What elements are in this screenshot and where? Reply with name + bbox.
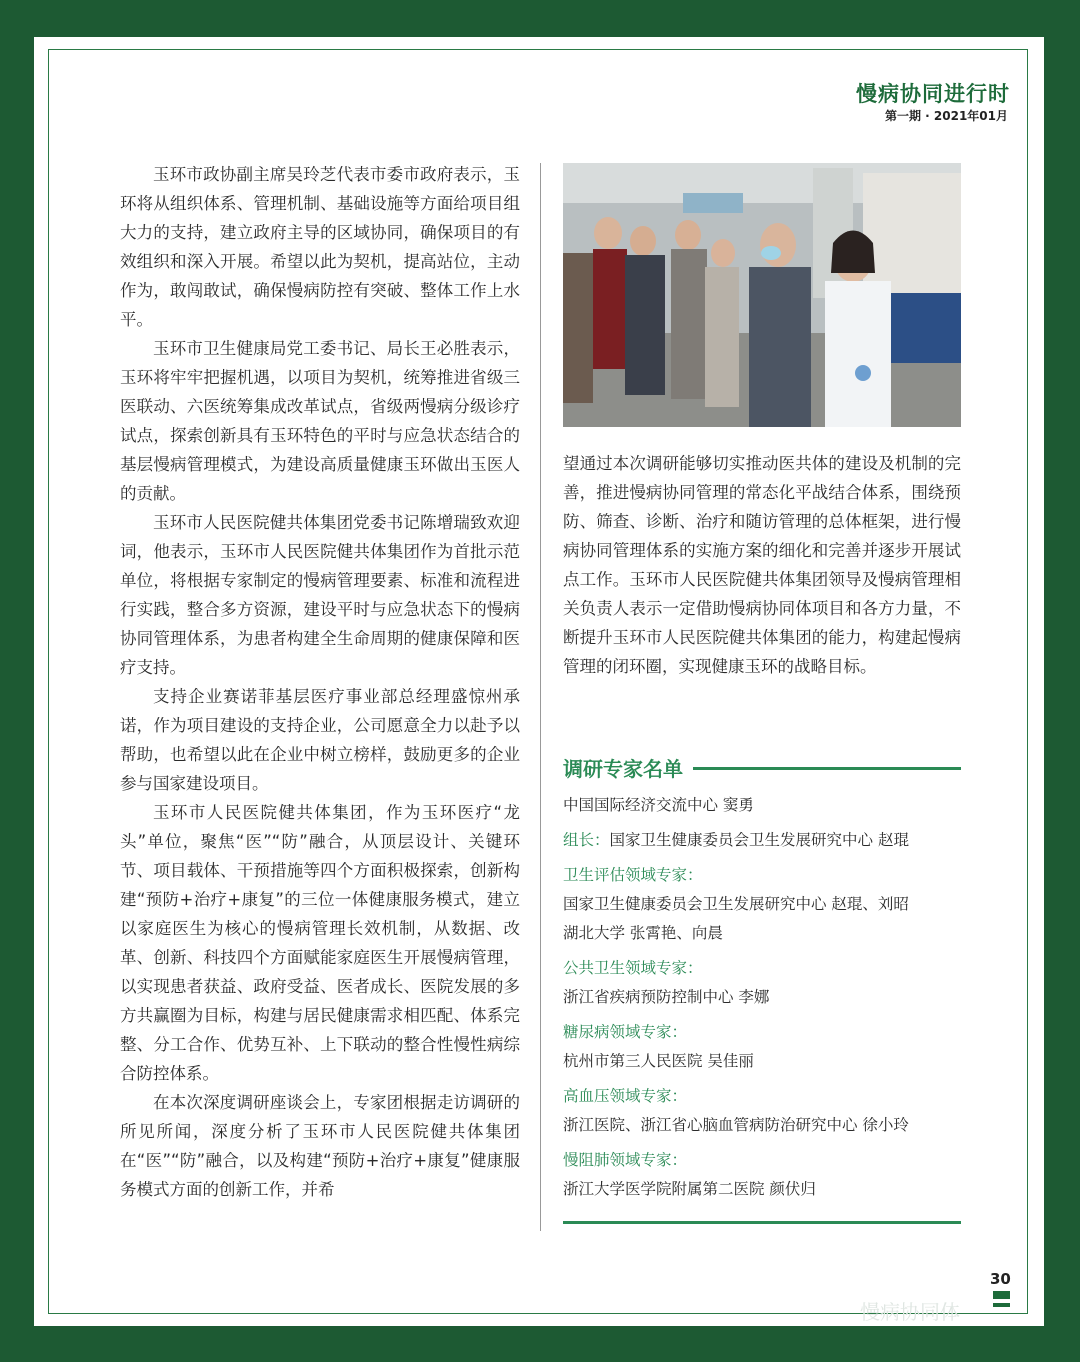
photo-illustration <box>563 163 961 427</box>
wechat-watermark: 慢病协同体 <box>860 1300 960 1324</box>
page-number-mark <box>993 1303 1010 1307</box>
page-number: 30 <box>990 1270 1011 1288</box>
paragraph: 在本次深度调研座谈会上，专家团根据走访调研的所见所闻，深度分析了玉环市人民医院健共体集团在“医”“防”融合，以及构建“预防+治疗+康复”健康服务模式方面的创新工作，并希 <box>120 1093 520 1199</box>
magazine-column-title: 慢病协同进行时 <box>856 82 1010 106</box>
expert-intro: 中国国际经济交流中心 窦勇 <box>563 796 754 814</box>
expert-group-label: 卫生评估领域专家： <box>563 866 703 884</box>
paragraph: 支持企业赛诺菲基层医疗事业部总经理盛惊州承诺，作为项目建设的支持企业，公司愿意全力以赴予以帮助，也希望以此在企业中树立榜样，鼓励更多的企业参与国家建设项目。 <box>120 687 520 793</box>
page-number-mark <box>993 1291 1010 1299</box>
left-text-column <box>120 160 520 1204</box>
expert-list <box>563 791 963 1204</box>
leader-name: 国家卫生健康委员会卫生发展研究中心 赵琨 <box>609 831 909 849</box>
expert-group-label: 糖尿病领域专家： <box>563 1023 688 1041</box>
issue-date: 第一期 · 2021年01月 <box>884 109 1008 123</box>
expert-entry: 国家卫生健康委员会卫生发展研究中心 赵琨、刘昭 <box>563 895 909 913</box>
expert-list-heading <box>563 753 961 783</box>
expert-entry: 湖北大学 张霄艳、向晨 <box>563 924 723 942</box>
expert-entry: 浙江大学医学院附属第二医院 颜伏归 <box>563 1180 816 1198</box>
paragraph: 玉环市卫生健康局党工委书记、局长王必胜表示，玉环将牢牢把握机遇，以项目为契机，统筹推进省级三医联动、六医统筹集成改革试点，省级两慢病分级诊疗试点，探索创新具有玉环特色的平时与应急状态结合的基层慢病管理模式，为建设高质量健康玉环做出玉医人的贡献。 <box>120 339 520 503</box>
expert-list-title: 调研专家名单 <box>563 753 693 782</box>
expert-entry: 浙江医院、浙江省心脑血管病防治研究中心 徐小玲 <box>563 1116 909 1134</box>
expert-list-bottom-rule <box>563 1221 961 1224</box>
expert-group-label: 高血压领域专家： <box>563 1087 688 1105</box>
paragraph: 玉环市政协副主席吴玲芝代表市委市政府表示，玉环将从组织体系、管理机制、基础设施等方面给项目组大力的支持，建立政府主导的区域协同，确保项目的有效组织和深入开展。希望以此为契机，提高站位，主动作为，敢闯敢试，确保慢病防控有突破、整体工作上水平。 <box>120 165 520 329</box>
expert-group-label: 公共卫生领域专家： <box>563 959 703 977</box>
photo-hospital-visit <box>563 163 961 427</box>
column-divider <box>540 163 541 1231</box>
expert-group-label: 慢阻肺领域专家： <box>563 1151 688 1169</box>
magazine-page <box>34 37 1044 1326</box>
paragraph: 望通过本次调研能够切实推动医共体的建设及机制的完善，推进慢病协同管理的常态化平战结合体系，围绕预防、筛查、诊断、治疗和随访管理的总体框架，进行慢病协同管理体系的实施方案的细化和完善并逐步开展试点工作。玉环市人民医院健共体集团领导及慢病管理相关负责人表示一定借助慢病协同体项目和各方力量，不断提升玉环市人民医院健共体集团的能力，构建起慢病管理的闭环圈，实现健康玉环的战略目标。 <box>563 454 961 676</box>
right-text-column <box>563 449 961 681</box>
leader-label: 组长： <box>563 831 610 849</box>
paragraph: 玉环市人民医院健共体集团党委书记陈增瑞致欢迎词，他表示，玉环市人民医院健共体集团作为首批示范单位，将根据专家制定的慢病管理要素、标准和流程进行实践，整合多方资源，建设平时与应急状态下的慢病协同管理体系，为患者构建全生命周期的健康保障和医疗支持。 <box>120 513 520 677</box>
expert-leader <box>563 826 963 855</box>
expert-entry: 浙江省疾病预防控制中心 李娜 <box>563 988 770 1006</box>
expert-entry: 杭州市第三人民医院 吴佳丽 <box>563 1052 754 1070</box>
paragraph: 玉环市人民医院健共体集团，作为玉环医疗“龙头”单位，聚焦“医”“防”融合，从顶层设计、关键环节、项目载体、干预措施等四个方面积极探索，创新构建“预防+治疗+康复”的三位一体健康服务模式，建立以家庭医生为核心的慢病管理长效机制，从数据、改革、创新、科技四个方面赋能家庭医生开展慢病管理，以实现患者获益、政府受益、医者成长、医院发展的多方共赢圈为目标，构建与居民健康需求相匹配、体系完整、分工合作、优势互补、上下联动的整合性慢性病综合防控体系。 <box>120 803 520 1083</box>
